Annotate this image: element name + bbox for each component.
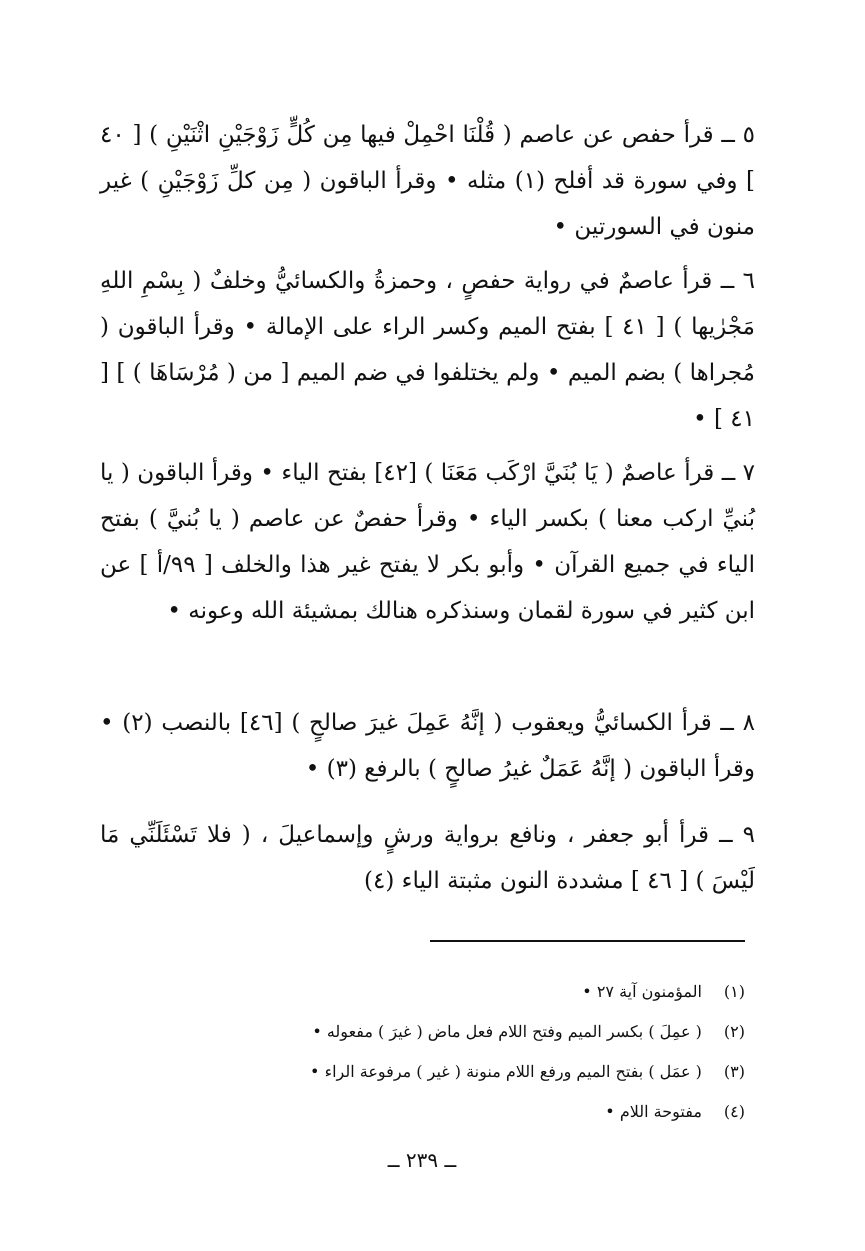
footnote-text: ( عمِلَ ) بكسر الميم وفتح اللام فعل ماض ( غيرَ ) مفعوله •	[312, 1022, 702, 1041]
footnote-text: مفتوحة اللام •	[605, 1102, 702, 1121]
paragraph-8: ٨ ــ قرأ الكسائيُّ ويعقوب ( إنَّهُ عَمِلَ غيرَ صالحٍ ) [٤٦] بالنصب (٢) • وقرأ الباقون ( إنَّهُ عَمَلٌ غيرُ صالحٍ ) بالرفع (٣) •	[100, 710, 755, 782]
footnote-number: (٣)	[723, 1062, 745, 1081]
paragraph-7: ٧ ــ قرأ عاصمٌ ( يَا بُنَيَّ ارْكَب مَعَنَا ) [٤٢] بفتح الياء • وقرأ الباقون ( يا بُنيِّ اركب معنا ) بكسر الياء • وقرأ حفصٌ عن عاصم ( يا بُنيَّ ) بفتح الياء في جميع القرآن • وأبو بكر لا يفتح غير هذا والخلف [ ٩٩/أ ] عن ابن كثير في سورة لقمان وسنذكره هنالك بمشيئة الله وعونه •	[100, 460, 755, 624]
footnote-2	[120, 1012, 745, 1052]
footnote-number: (٢)	[723, 1022, 745, 1041]
paragraph-6: ٦ ــ قرأ عاصمٌ في رواية حفصٍ ، وحمزةُ والكسائيُّ وخلفٌ ( بِسْمِ اللهِ مَجْرٰيها ) [ ٤١ ] بفتح الميم وكسر الراء على الإمالة • وقرأ الباقون ( مُجراها ) بضم الميم • ولم يختلفوا في ضم الميم [ من ( مُرْسَاهَا ) ] [ ٤١ ] •	[100, 268, 755, 432]
footnote-number: (٤)	[723, 1102, 745, 1121]
paragraph-5: ٥ ــ قرأ حفص عن عاصم ( قُلْنَا احْمِلْ فيها مِن كُلٍّ زَوْجَيْنِ اثْنَيْنِ ) [ ٤٠ ] وفي سورة قد أفلح (١) مثله • وقرأ الباقون ( مِن كلِّ زَوْجَيْنِ ) غير منون في السورتين •	[100, 122, 755, 240]
paragraph-9: ٩ ــ قرأ أبو جعفر ، ونافع برواية ورشٍ وإسماعيلَ ، ( فلا تَسْئَلَنِّي مَا لَيْسَ ) [ ٤٦ ] مشددة النون مثبتة الياء (٤)	[100, 822, 755, 894]
footnotes-list	[120, 972, 745, 1132]
footnote-3	[120, 1052, 745, 1092]
footnote-number: (١)	[723, 982, 745, 1001]
footnote-text: ( عمَل ) بفتح الميم ورفع اللام منونة ( غير ) مرفوعة الراء •	[310, 1062, 702, 1081]
footnote-4	[120, 1092, 745, 1132]
footnote-1	[120, 972, 745, 1012]
footnote-text: المؤمنون آية ٢٧ •	[582, 982, 702, 1001]
footnote-divider	[430, 940, 745, 942]
page-number: ــ ٢٣٩ ــ	[387, 1148, 457, 1172]
